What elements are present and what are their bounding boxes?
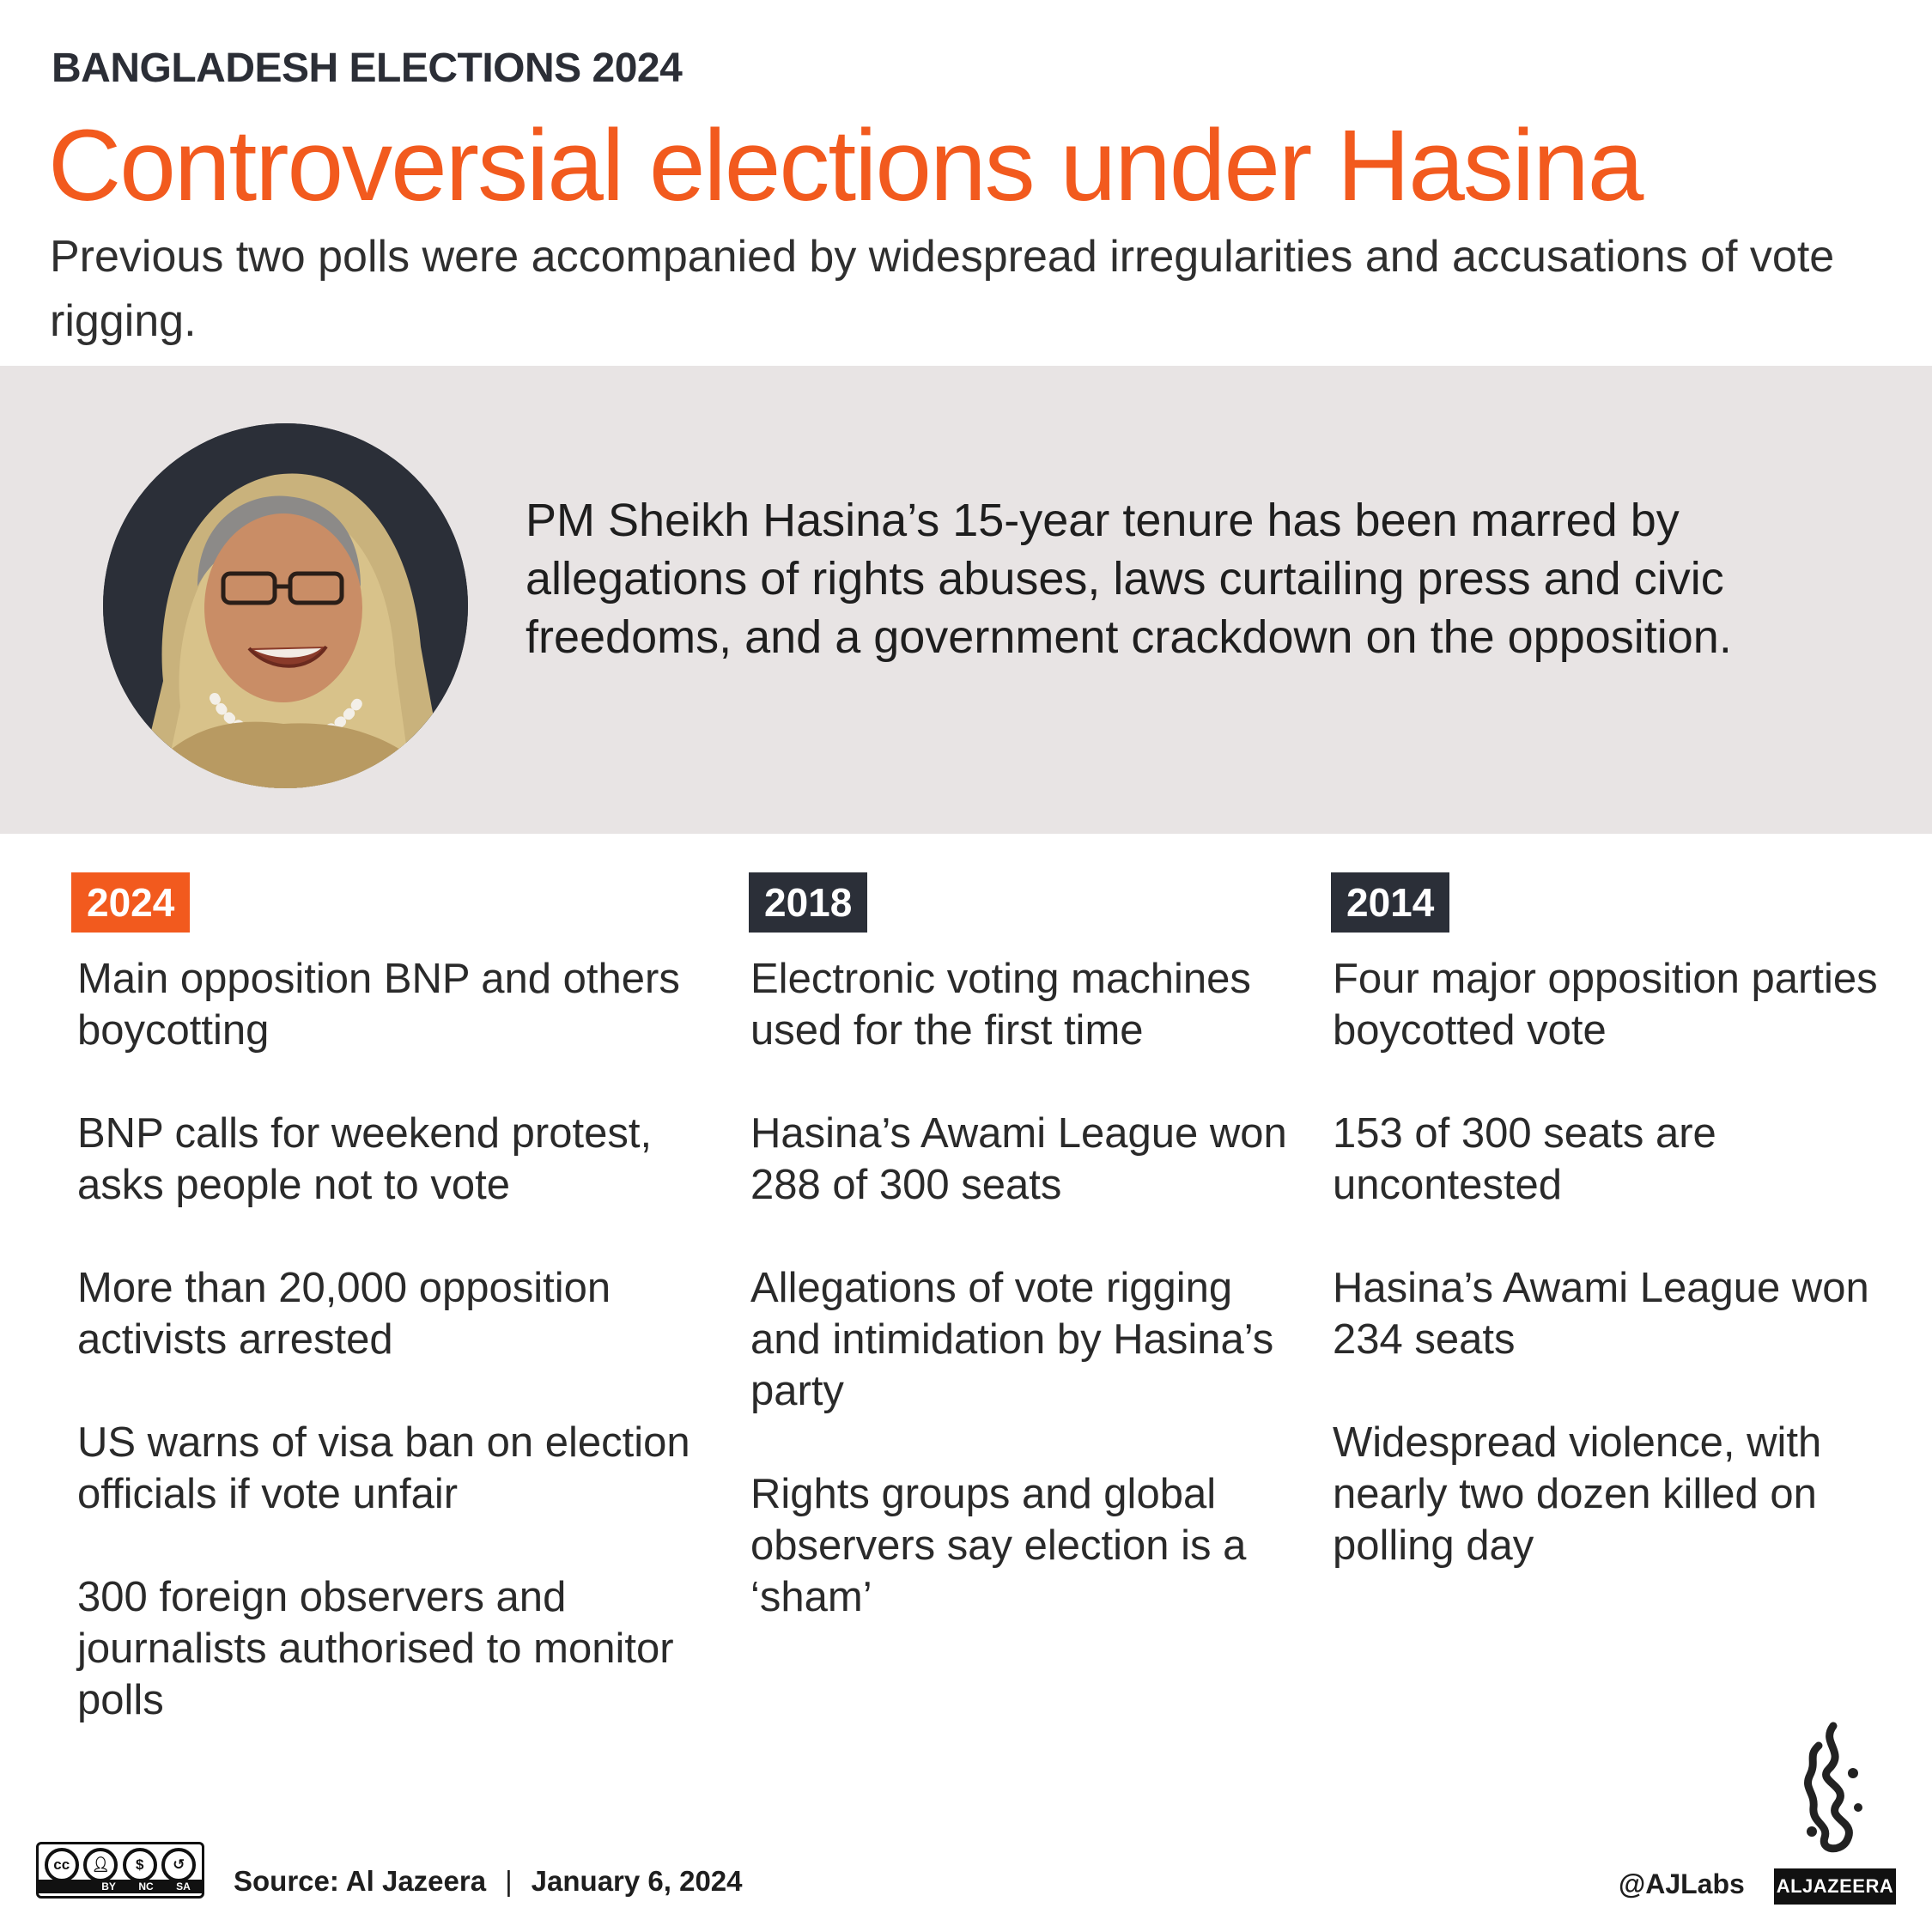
portrait-illustration xyxy=(103,423,468,788)
license-by: BY xyxy=(101,1880,116,1893)
list-item: 300 foreign observers and journalists authorised to monitor polls xyxy=(77,1574,674,1723)
year-badge-2024: 2024 xyxy=(71,872,190,933)
kicker: BANGLADESH ELECTIONS 2024 xyxy=(52,46,683,91)
al-jazeera-calligraphy-logo-icon xyxy=(1786,1722,1880,1868)
fact-list-2024 xyxy=(77,953,743,1777)
license-nc: NC xyxy=(138,1880,154,1893)
license-labels xyxy=(39,1880,202,1893)
fact-list-2018 xyxy=(750,953,1300,1674)
list-item: More than 20,000 opposition activists arrested xyxy=(77,1265,611,1363)
list-item: Rights groups and global observers say election is a ‘sham’ xyxy=(750,1471,1247,1620)
list-item: BNP calls for weekend protest, asks people not to vote xyxy=(77,1110,653,1208)
sharealike-icon: ↺ xyxy=(161,1848,196,1882)
list-item: 153 of 300 seats are uncontested xyxy=(1333,1110,1716,1208)
list-item: US warns of visa ban on election officials if vote unfair xyxy=(77,1419,690,1517)
fact-list-2014 xyxy=(1333,953,1899,1623)
source-text: Source: Al Jazeera xyxy=(234,1865,487,1897)
attribution-icon: 👤︎ xyxy=(83,1848,118,1882)
creative-commons-license-icon xyxy=(36,1842,204,1899)
list-item: Hasina’s Awami League won 234 seats xyxy=(1333,1265,1869,1363)
profile-bio: PM Sheikh Hasina’s 15-year tenure has been marred by allegations of rights abuses, laws curtailing press and civic freedoms, and a government crackdown on the opposition. xyxy=(526,495,1732,663)
al-jazeera-wordmark: ALJAZEERA xyxy=(1774,1868,1896,1905)
list-item: Four major opposition parties boycotted vote xyxy=(1333,956,1878,1054)
year-badge-2018: 2018 xyxy=(749,872,867,933)
cc-icon: cc xyxy=(45,1848,79,1882)
list-item: Electronic voting machines used for the first time xyxy=(750,956,1251,1054)
list-item: Main opposition BNP and others boycotting xyxy=(77,956,680,1054)
source-line xyxy=(234,1865,743,1898)
footer-separator: | xyxy=(505,1865,513,1897)
noncommercial-icon: $ xyxy=(123,1848,157,1882)
list-item: Widespread violence, with nearly two dozen killed on polling day xyxy=(1333,1419,1822,1569)
portrait-photo xyxy=(103,423,468,788)
list-item: Allegations of vote rigging and intimidation by Hasina’s party xyxy=(750,1265,1274,1414)
column-2014 xyxy=(1331,872,1898,1569)
license-sa: SA xyxy=(176,1880,191,1893)
column-2018 xyxy=(749,872,1298,1620)
social-handle: @AJLabs xyxy=(1619,1868,1745,1899)
column-2024 xyxy=(71,872,737,1723)
list-item: Hasina’s Awami League won 288 of 300 seats xyxy=(750,1110,1287,1208)
headline: Controversial elections under Hasina xyxy=(48,109,1643,222)
year-badge-2014: 2014 xyxy=(1331,872,1449,933)
publish-date: January 6, 2024 xyxy=(531,1865,743,1897)
standfirst: Previous two polls were accompanied by widespread irregularities and accusations of vote rigging. xyxy=(50,232,1835,346)
